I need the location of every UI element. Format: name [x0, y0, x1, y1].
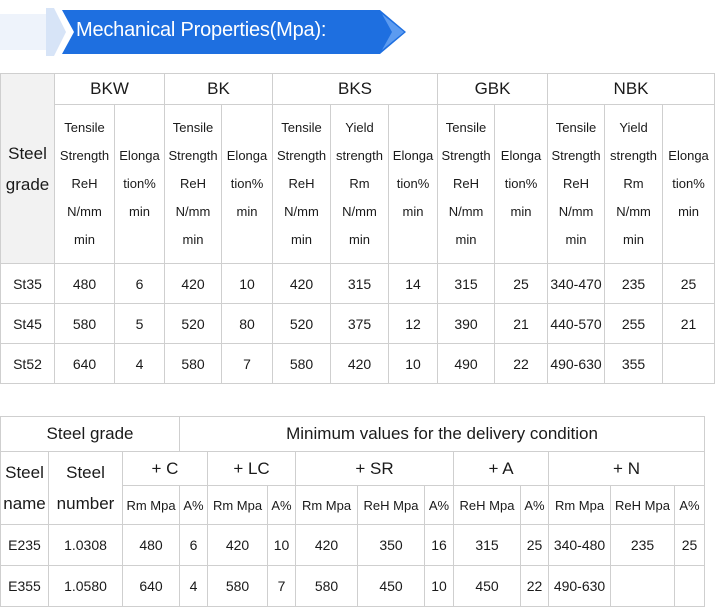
subheader-tensile: Tensile Strength ReH N/mm min — [548, 105, 605, 264]
value-cell: 640 — [55, 344, 115, 384]
value-cell: 16 — [425, 525, 454, 566]
value-cell: 315 — [454, 525, 521, 566]
banner-title: Mechanical Properties(Mpa): — [76, 19, 327, 41]
value-cell: 420 — [296, 525, 358, 566]
value-cell: 14 — [389, 264, 438, 304]
value-cell: 420 — [208, 525, 268, 566]
value-cell: 450 — [454, 566, 521, 607]
steel-grade-caption: Steel grade — [1, 417, 180, 452]
value-cell: 4 — [180, 566, 208, 607]
value-cell: 375 — [331, 304, 389, 344]
value-cell: 315 — [438, 264, 495, 304]
value-cell: 640 — [123, 566, 180, 607]
group-header-lc: + LC — [208, 452, 296, 486]
value-cell: 450 — [358, 566, 425, 607]
value-cell: 21 — [495, 304, 548, 344]
value-cell: 520 — [273, 304, 331, 344]
value-cell: 22 — [495, 344, 548, 384]
table-row — [1, 304, 715, 344]
steel-number-cell: 1.0308 — [49, 525, 123, 566]
group-header-c: + C — [123, 452, 208, 486]
table-row — [1, 525, 705, 566]
value-cell: 80 — [222, 304, 273, 344]
steel-name-cell: E355 — [1, 566, 49, 607]
group-header-bks: BKS — [273, 74, 438, 105]
value-cell: 355 — [605, 344, 663, 384]
value-cell: 580 — [273, 344, 331, 384]
subheader-elongation: Elonga tion% min — [222, 105, 273, 264]
subheader-cell: Rm Mpa — [296, 486, 358, 525]
value-cell: 25 — [521, 525, 549, 566]
table-row — [1, 264, 715, 304]
group-header-bkw: BKW — [55, 74, 165, 105]
value-cell: 420 — [273, 264, 331, 304]
subheader-cell: Rm Mpa — [549, 486, 611, 525]
group-header-n: + N — [549, 452, 705, 486]
group-header-bk: BK — [165, 74, 273, 105]
value-cell: 580 — [55, 304, 115, 344]
subheader-tensile: Tensile Strength ReH N/mm min — [165, 105, 222, 264]
section-banner — [0, 8, 410, 56]
group-header-nbk: NBK — [548, 74, 715, 105]
subheader-tensile: Tensile Strength ReH N/mm min — [273, 105, 331, 264]
table-row — [1, 566, 705, 607]
table-row — [1, 344, 715, 384]
value-cell: 490-630 — [549, 566, 611, 607]
value-cell: 10 — [425, 566, 454, 607]
value-cell: 420 — [331, 344, 389, 384]
steel-grade-header: Steel grade — [1, 74, 55, 264]
subheader-elongation: Elonga tion% min — [663, 105, 715, 264]
value-cell: 235 — [611, 525, 675, 566]
value-cell: 440-570 — [548, 304, 605, 344]
value-cell: 420 — [165, 264, 222, 304]
value-cell: 10 — [268, 525, 296, 566]
delivery-condition-table — [0, 416, 705, 607]
value-cell: 6 — [180, 525, 208, 566]
subheader-cell: ReH Mpa — [611, 486, 675, 525]
subheader-cell: Rm Mpa — [208, 486, 268, 525]
subheader-cell: A% — [425, 486, 454, 525]
value-cell — [663, 344, 715, 384]
value-cell: 10 — [389, 344, 438, 384]
value-cell: 340-470 — [548, 264, 605, 304]
value-cell: 390 — [438, 304, 495, 344]
value-cell — [675, 566, 705, 607]
value-cell: 580 — [165, 344, 222, 384]
value-cell: 7 — [222, 344, 273, 384]
value-cell: 490 — [438, 344, 495, 384]
value-cell — [611, 566, 675, 607]
steel-name-cell: E235 — [1, 525, 49, 566]
value-cell: 22 — [521, 566, 549, 607]
value-cell: 490-630 — [548, 344, 605, 384]
value-cell: 255 — [605, 304, 663, 344]
steel-number-header: Steel number — [49, 452, 123, 525]
value-cell: 21 — [663, 304, 715, 344]
value-cell: 580 — [208, 566, 268, 607]
value-cell: 350 — [358, 525, 425, 566]
subheader-cell: Rm Mpa — [123, 486, 180, 525]
value-cell: 580 — [296, 566, 358, 607]
value-cell: 25 — [663, 264, 715, 304]
grade-cell: St52 — [1, 344, 55, 384]
value-cell: 5 — [115, 304, 165, 344]
delivery-condition-caption: Minimum values for the delivery condition — [180, 417, 705, 452]
steel-number-cell: 1.0580 — [49, 566, 123, 607]
value-cell: 12 — [389, 304, 438, 344]
subheader-elongation: Elonga tion% min — [495, 105, 548, 264]
value-cell: 235 — [605, 264, 663, 304]
mechanical-properties-table — [0, 73, 715, 384]
value-cell: 6 — [115, 264, 165, 304]
value-cell: 25 — [675, 525, 705, 566]
subheader-cell: ReH Mpa — [454, 486, 521, 525]
subheader-tensile: Tensile Strength ReH N/mm min — [438, 105, 495, 264]
value-cell: 340-480 — [549, 525, 611, 566]
subheader-elongation: Elonga tion% min — [389, 105, 438, 264]
value-cell: 10 — [222, 264, 273, 304]
group-header-gbk: GBK — [438, 74, 548, 105]
group-header-a: + A — [454, 452, 549, 486]
subheader-cell: A% — [180, 486, 208, 525]
value-cell: 520 — [165, 304, 222, 344]
subheader-tensile: Tensile Strength ReH N/mm min — [55, 105, 115, 264]
value-cell: 480 — [123, 525, 180, 566]
value-cell: 7 — [268, 566, 296, 607]
subheader-elongation: Elonga tion% min — [115, 105, 165, 264]
subheader-cell: A% — [675, 486, 705, 525]
subheader-yield: Yield strength Rm N/mm min — [605, 105, 663, 264]
steel-name-header: Steel name — [1, 452, 49, 525]
grade-cell: St35 — [1, 264, 55, 304]
group-header-sr: + SR — [296, 452, 454, 486]
subheader-yield: Yield strength Rm N/mm min — [331, 105, 389, 264]
value-cell: 4 — [115, 344, 165, 384]
value-cell: 480 — [55, 264, 115, 304]
value-cell: 25 — [495, 264, 548, 304]
subheader-cell: A% — [268, 486, 296, 525]
grade-cell: St45 — [1, 304, 55, 344]
value-cell: 315 — [331, 264, 389, 304]
subheader-cell: ReH Mpa — [358, 486, 425, 525]
subheader-cell: A% — [521, 486, 549, 525]
